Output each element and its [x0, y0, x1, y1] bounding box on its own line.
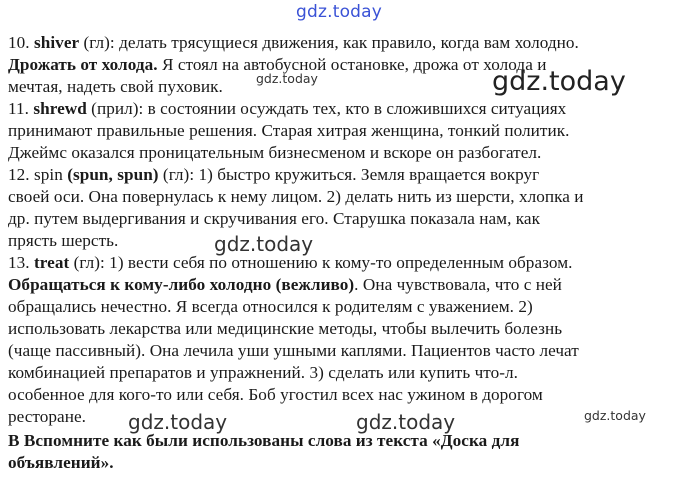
definition-text: (чаще пассивный). Она лечила уши ушными каплями. Пациентов часто лечат	[8, 341, 579, 360]
watermark-top: gdz.today	[296, 2, 383, 22]
entry-13-line-3	[8, 296, 533, 318]
watermark-bottom-left: gdz.today	[128, 410, 228, 434]
watermark-middle: gdz.today	[214, 232, 314, 256]
entry-13-line-5	[8, 340, 579, 362]
entry-number-word: 12. spin	[8, 165, 63, 184]
entry-number: 13.	[8, 253, 30, 272]
entry-13-line-2	[8, 274, 562, 296]
entry-13-line-8	[8, 406, 86, 428]
example-phrase: Дрожать от холода.	[8, 55, 158, 74]
section-b-text: объявлений».	[8, 453, 114, 472]
headword: shiver	[34, 33, 80, 52]
definition-text: использовать лекарства или медицинские методы, чтобы вылечить болезнь	[8, 319, 563, 338]
entry-11-line-2	[8, 120, 570, 142]
entry-number: 10.	[8, 33, 30, 52]
entry-11-line-3	[8, 142, 541, 164]
entry-13-line-6	[8, 362, 518, 384]
watermark-bottom-center: gdz.today	[356, 410, 456, 434]
section-b-heading-line-2	[8, 452, 114, 474]
definition: (гл): 1) быстро кружиться. Земля вращается вокруг	[158, 165, 540, 184]
definition-text: своей оси. Она повернулась к нему лицом. 2) делать нить из шерсти, хлопка и	[8, 187, 584, 206]
entry-12-line-1	[8, 164, 539, 186]
definition-text: др. путем выдергивания и скручивания его. Старушка показала нам, как	[8, 209, 541, 228]
entry-12-line-4	[8, 230, 118, 252]
definition: (гл): делать трясущиеся движения, как правило, когда вам холодно.	[79, 33, 579, 52]
entry-number: 11.	[8, 99, 29, 118]
definition: (прил): в состоянии осуждать тех, кто в сложившихся ситуациях	[86, 99, 567, 118]
definition-text: особенное для кого-то или себя. Боб угостил всех нас ужином в дорогом	[8, 385, 543, 404]
example-text: прясть шерсть.	[8, 231, 119, 250]
entry-13-line-4	[8, 318, 562, 340]
entry-10-line-3	[8, 76, 223, 98]
section-b-text: B Вспомните как были использованы слова из текста «Доска для	[8, 431, 520, 450]
example-phrase: Обращаться к кому-либо холодно (вежливо)	[8, 275, 355, 294]
headword: shrewd	[33, 99, 87, 118]
watermark-small: gdz.today	[256, 71, 318, 86]
verb-forms: (spun, spun)	[67, 165, 159, 184]
definition-text: комбинацией препаратов и упражнений. 3) сделать или купить что-л.	[8, 363, 519, 382]
example-text: Джеймс оказался проницательным бизнесменом и вскоре он разбогател.	[8, 143, 542, 162]
watermark-large: gdz.today	[492, 66, 626, 97]
entry-13-line-7	[8, 384, 543, 406]
watermark-small-bottom-right: gdz.today	[584, 408, 646, 423]
definition-text: обращались нечестно. Я всегда относился к родителям с уважением. 2)	[8, 297, 533, 316]
example-text: мечтая, надеть свой пуховик.	[8, 77, 223, 96]
entry-10-line-1	[8, 32, 579, 54]
headword: treat	[34, 253, 70, 272]
definition-text: принимают правильные решения. Старая хитрая женщина, тонкий политик.	[8, 121, 570, 140]
entry-12-line-2	[8, 186, 584, 208]
example-text: . Она чувствовала, что с ней	[354, 275, 562, 294]
definition: (гл): 1) вести себя по отношению к кому-то определенным образом.	[69, 253, 573, 272]
example-text: Я стоял на автобусной остановке, дрожа от холода и	[157, 55, 547, 74]
example-text: ресторане.	[8, 407, 87, 426]
entry-12-line-3	[8, 208, 540, 230]
entry-11-line-1	[8, 98, 566, 120]
